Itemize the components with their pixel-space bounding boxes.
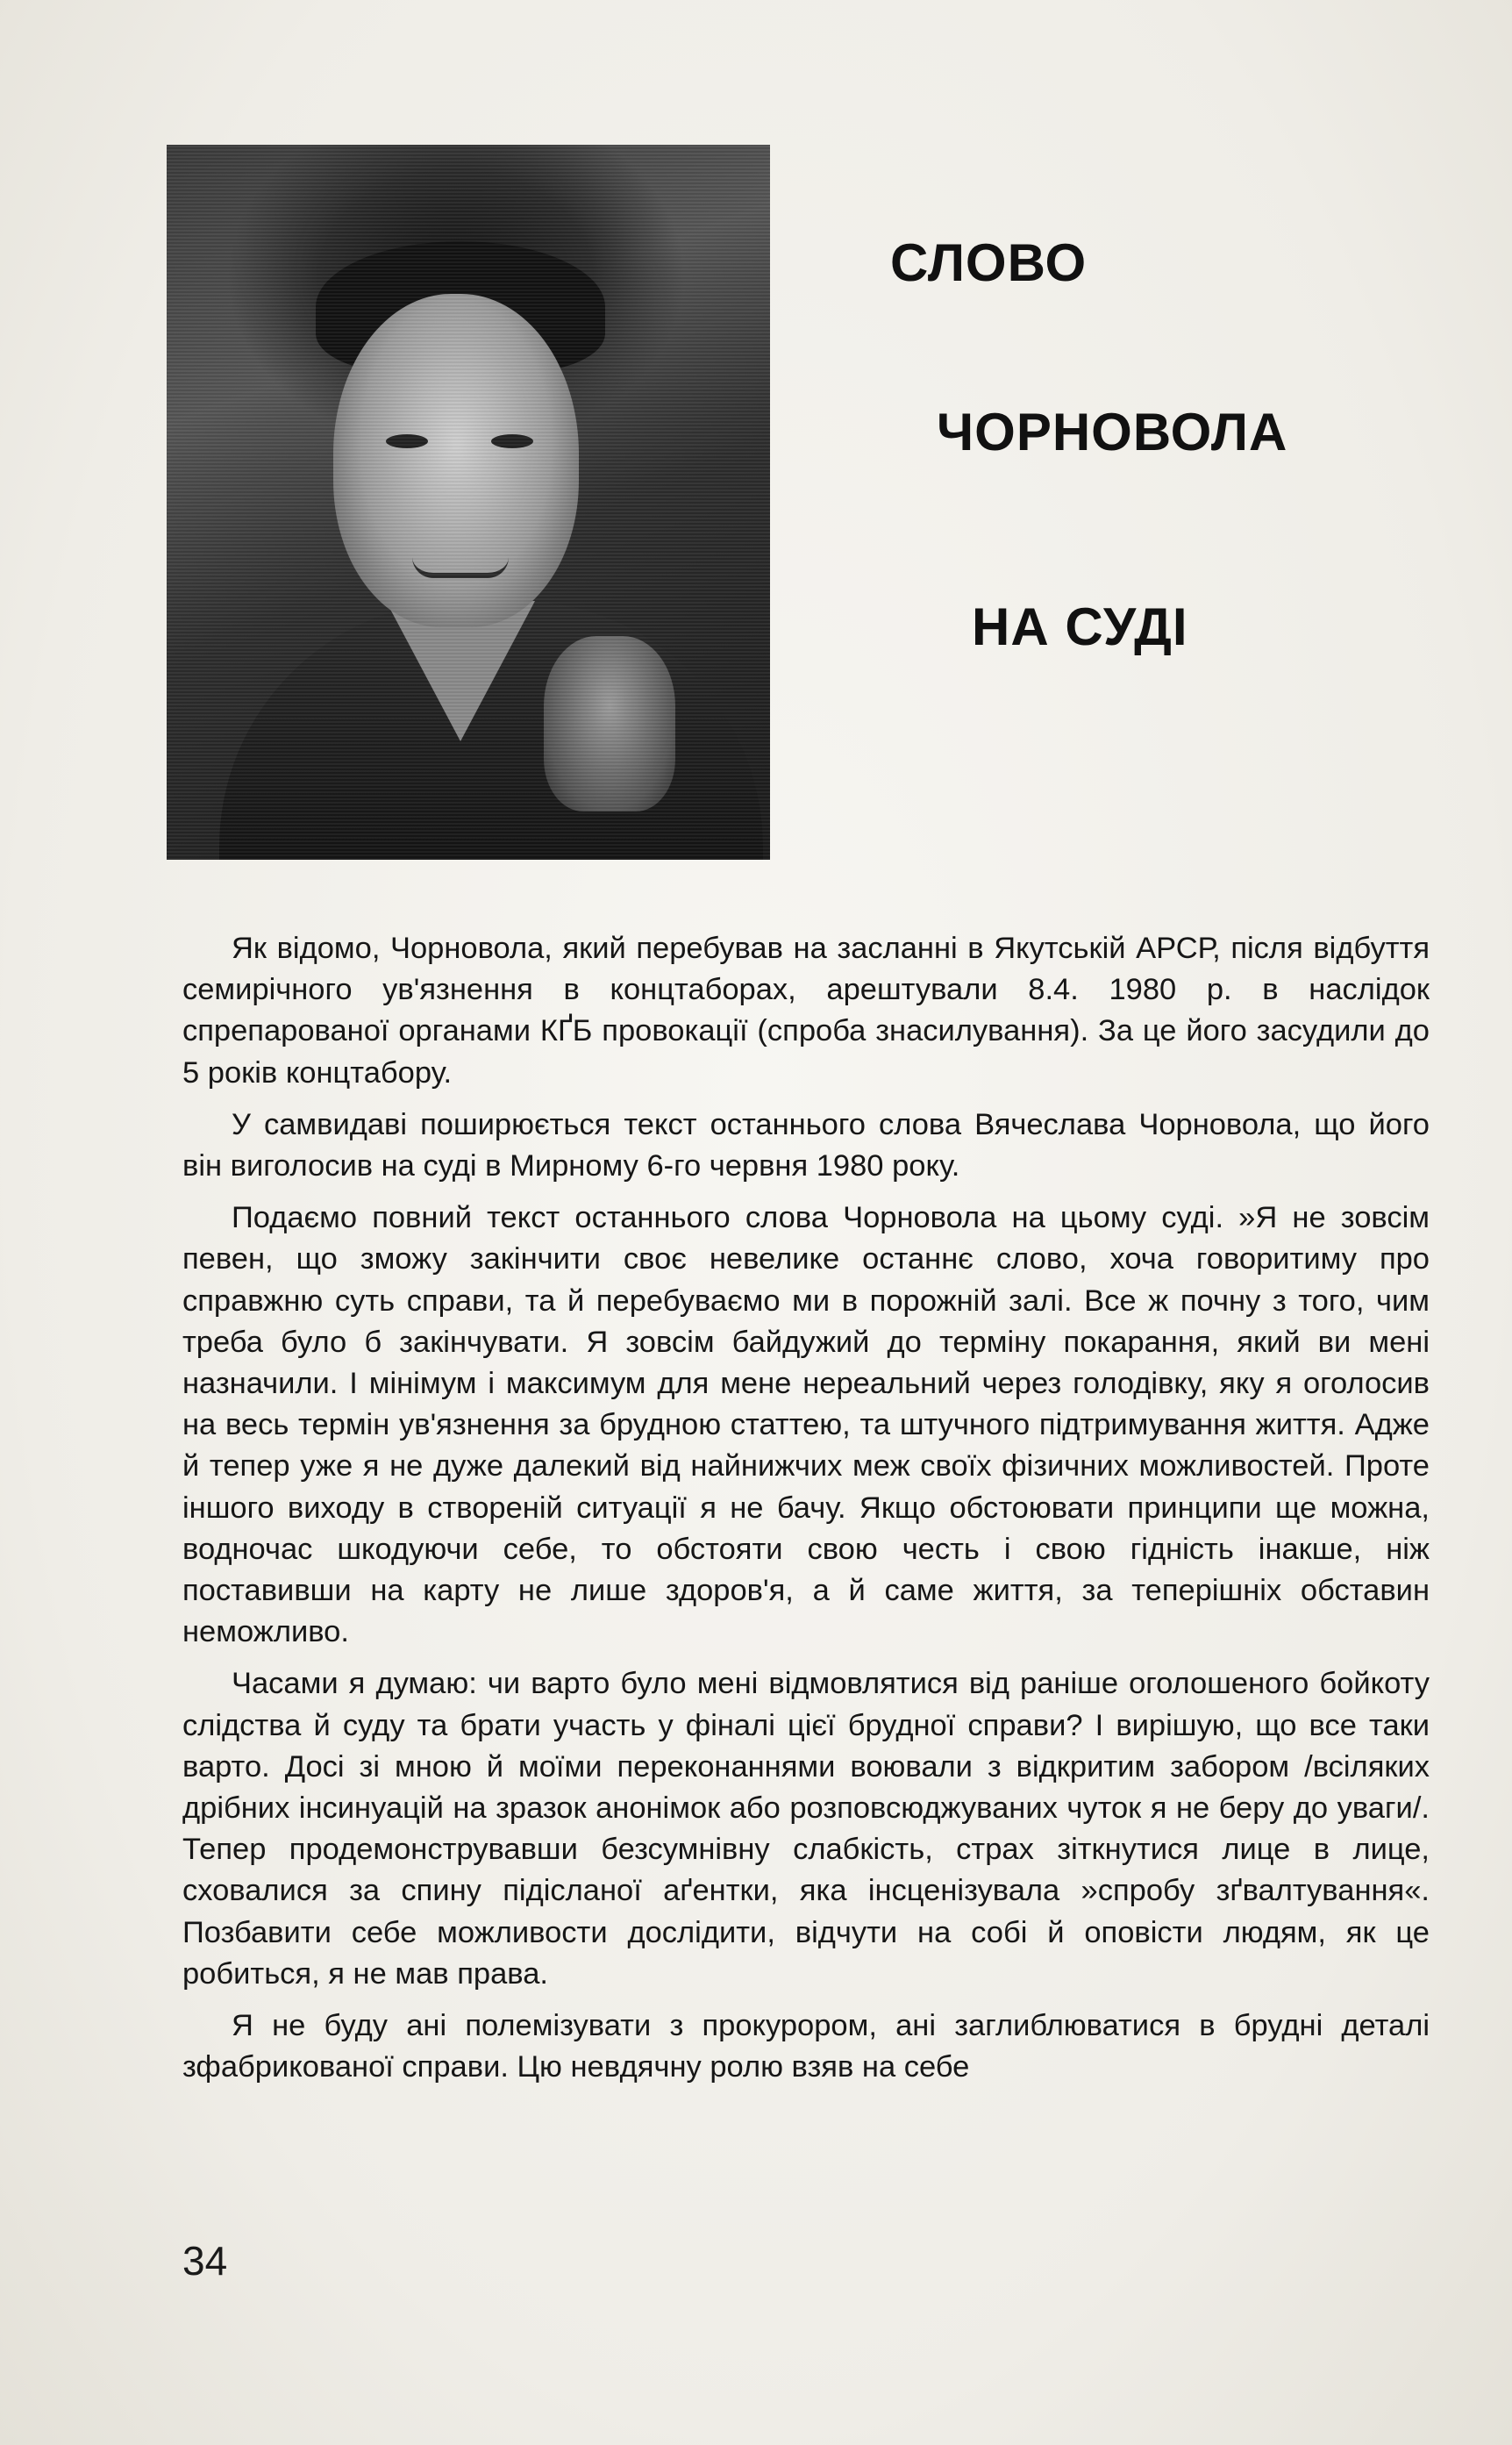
portrait-photo <box>167 145 770 860</box>
title-line-3: НА СУДІ <box>972 597 1188 656</box>
paragraph-reflection: Часами я думаю: чи варто було мені відмовлятися від раніше оголошеного бойкоту слідства й суду та брати участь у фіналі цієї брудної справи? І вирішую, що все таки варто. Досі зі мною й моїми переконаннями воювали з відкритим забором /всіляких дрібних інсинуацій на зразок анонімок або розповсюджуваних чуток я не беру до уваги/. Тепер продемонструвавши безсумнівну слабкість, страх зіткнутися лице в лице, сховалися за спину підісланої аґентки, яка інсценізувала »спробу зґвалтування«. Позбавити себе можливости дослідити, відчути на собі й оповісти людям, як це робиться, я не мав права. <box>182 1667 1430 1991</box>
photo-halftone-grain <box>167 145 770 860</box>
paragraph-intro: Як відомо, Чорновола, який перебував на засланні в Якутській АРСР, після відбуття семирічного ув'язнення в концтаборах, арештували 8.4. 1980 р. в наслідок спрепарованої органами КҐБ провокації (спроба знасилування). За це його засудили до 5 років концтабору. <box>182 932 1430 1090</box>
paragraph-prosecutor: Я не буду ані полемізувати з прокурором, ані заглиблюватися в брудні деталі зфабрикованої справи. Цю невдячну ролю взяв на себе <box>182 2009 1430 2084</box>
title-line-1: СЛОВО <box>890 233 1088 292</box>
article-body <box>182 928 1430 2088</box>
title-line-2: ЧОРНОВОЛА <box>937 403 1288 461</box>
paragraph-speech-start: Подаємо повний текст останнього слова Чорновола на цьому суді. »Я не зовсім певен, що зможу закінчити своє невелике останнє слово, хоча говоритиму про справжню суть справи, та й перебуваємо ми в порожній залі. Все ж почну з того, чим треба було б закінчувати. Я зовсім байдужий до терміну покарання, який ви мені назначили. І мінімум і максимум для мене нереальний через голодівку, яку я оголосив на весь термін ув'язнення за брудною статтею, та штучного підтримування життя. Адже й тепер уже я не дуже далекий від найнижчих меж своїх фізичних можливостей. Проте іншого виходу в створеній ситуації я не бачу. Якщо обстоювати принципи ще можна, водночас шкодуючи себе, то обстояти свою честь і свою гідність інакше, ніж поставивши на карту не лише здоров'я, а й саме життя, за теперішніх обставин неможливо. <box>182 1201 1430 1649</box>
page-number: 34 <box>182 2238 228 2284</box>
paragraph-samvydav: У самвидаві поширюється текст останнього слова Вячеслава Чорновола, що його він виголосив на суді в Мирному 6-го червня 1980 року. <box>182 1107 1430 1183</box>
